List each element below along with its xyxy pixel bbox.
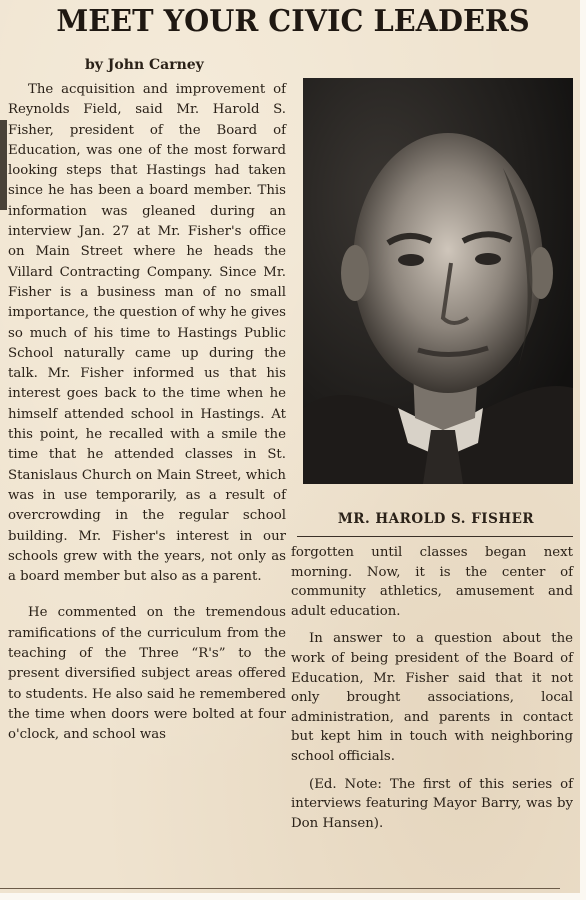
caption-divider <box>297 536 573 537</box>
photo-caption: MR. HAROLD S. FISHER <box>337 511 535 527</box>
portrait-illustration <box>303 78 573 484</box>
byline: by John Carney <box>85 57 204 73</box>
editor-note: (Ed. Note: The first of this series of interviews featuring Mayor Barry, was by Don Hansen). <box>291 776 573 831</box>
article-left-column <box>8 80 286 762</box>
left-paragraph-2: He commented on the tremendous ramifications of the curriculum from the teaching of the Three “R's” to the present diversified subject areas offered to students. He also said he remembered the time when doors were bolted at four o'clock, and school was <box>8 605 286 743</box>
left-paragraph-1: The acquisition and improvement of Reynolds Field, said Mr. Harold S. Fisher, president of the Board of Education, was one of the most forward looking steps that Hastings had taken since he has been a board member. This information was gleaned during an interview Jan. 27 at Mr. Fisher's office on Main Street where he heads the Villard Contracting Company. Since Mr. Fisher is a business man of no small importance, the question of why he gives so much of his time to Hastings Public School naturally came up during the talk. Mr. Fisher informed us that his interest goes back to the time when he himself attended school in Hastings. At this point, he recalled with a smile the time that he attended classes in St. Stanislaus Church on Main Street, which was in use temporarily, as a result of overcrowding in the regular school building. Mr. Fisher's interest in our schools grew with the years, not only as a board member but also as a parent. <box>8 82 286 585</box>
headline: MEET YOUR CIVIC LEADERS <box>56 4 530 39</box>
portrait-photo <box>303 78 573 484</box>
right-paragraph-1: forgotten until classes began next morning. Now, it is the center of community athletics, amusement and adult education. <box>291 545 573 619</box>
torn-edge-shadow <box>0 120 7 210</box>
right-paragraph-2: In answer to a question about the work of being president of the Board of Education, Mr. Fisher said that it not only brought associations, local administration, and parents in contact but kept him in touch with neighboring school officials. <box>291 631 573 764</box>
bottom-divider <box>0 888 560 889</box>
article-right-column <box>291 543 573 841</box>
